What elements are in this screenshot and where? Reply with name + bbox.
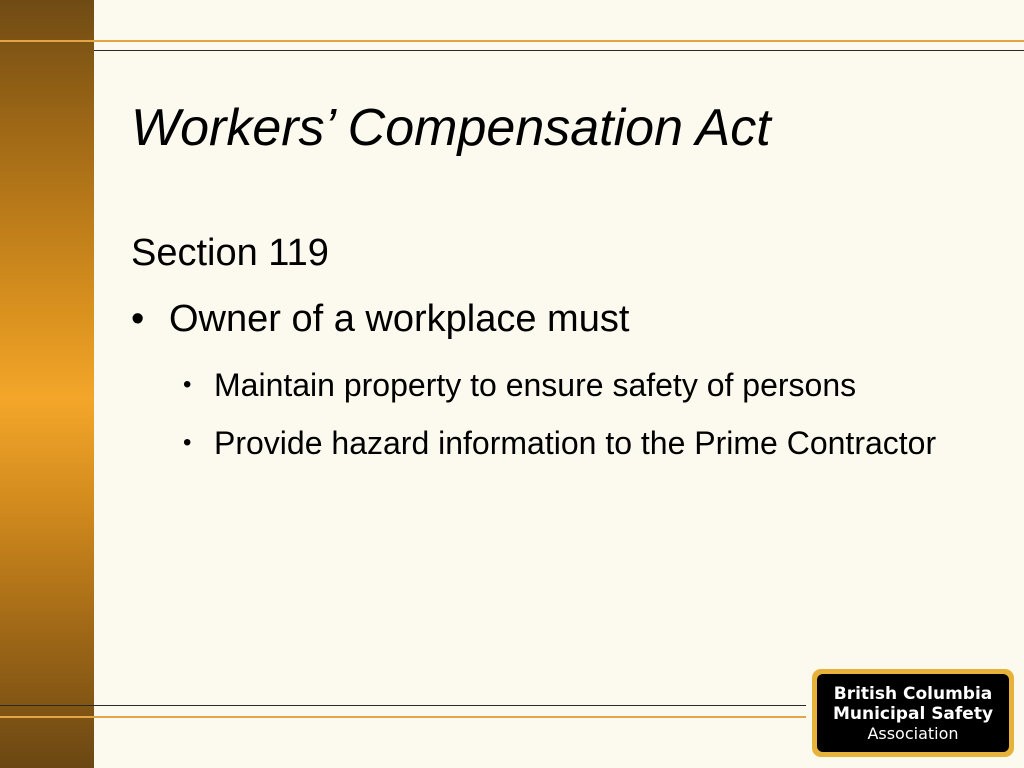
sub-bullet-item [183, 362, 943, 408]
sub-bullet-item [183, 420, 943, 466]
bullet-text: Owner of a workplace must [169, 298, 630, 340]
bullet-marker: • [131, 298, 145, 340]
sub-bullet-text: Provide hazard information to the Prime Contractor [214, 425, 937, 461]
sub-bullet-text: Maintain property to ensure safety of persons [214, 367, 857, 403]
logo-line-2: Municipal Safety [832, 704, 994, 724]
section-label: Section 119 [131, 232, 329, 274]
bottom-gold-rule [0, 716, 806, 718]
sub-bullet-list [183, 362, 943, 478]
logo-line-3: Association [867, 724, 959, 743]
top-dark-rule [94, 50, 1024, 51]
sidebar-gradient [0, 0, 94, 768]
top-gold-rule [0, 40, 1024, 42]
sub-bullet-marker: • [183, 371, 192, 398]
sub-bullet-marker: • [183, 429, 192, 456]
logo-line-1: British Columbia [833, 684, 993, 704]
bullet-item [131, 298, 629, 341]
logo-badge [817, 674, 1009, 752]
bottom-dark-rule [0, 705, 806, 706]
bcmsa-logo [812, 669, 1014, 757]
slide-title: Workers’ Compensation Act [131, 99, 771, 157]
